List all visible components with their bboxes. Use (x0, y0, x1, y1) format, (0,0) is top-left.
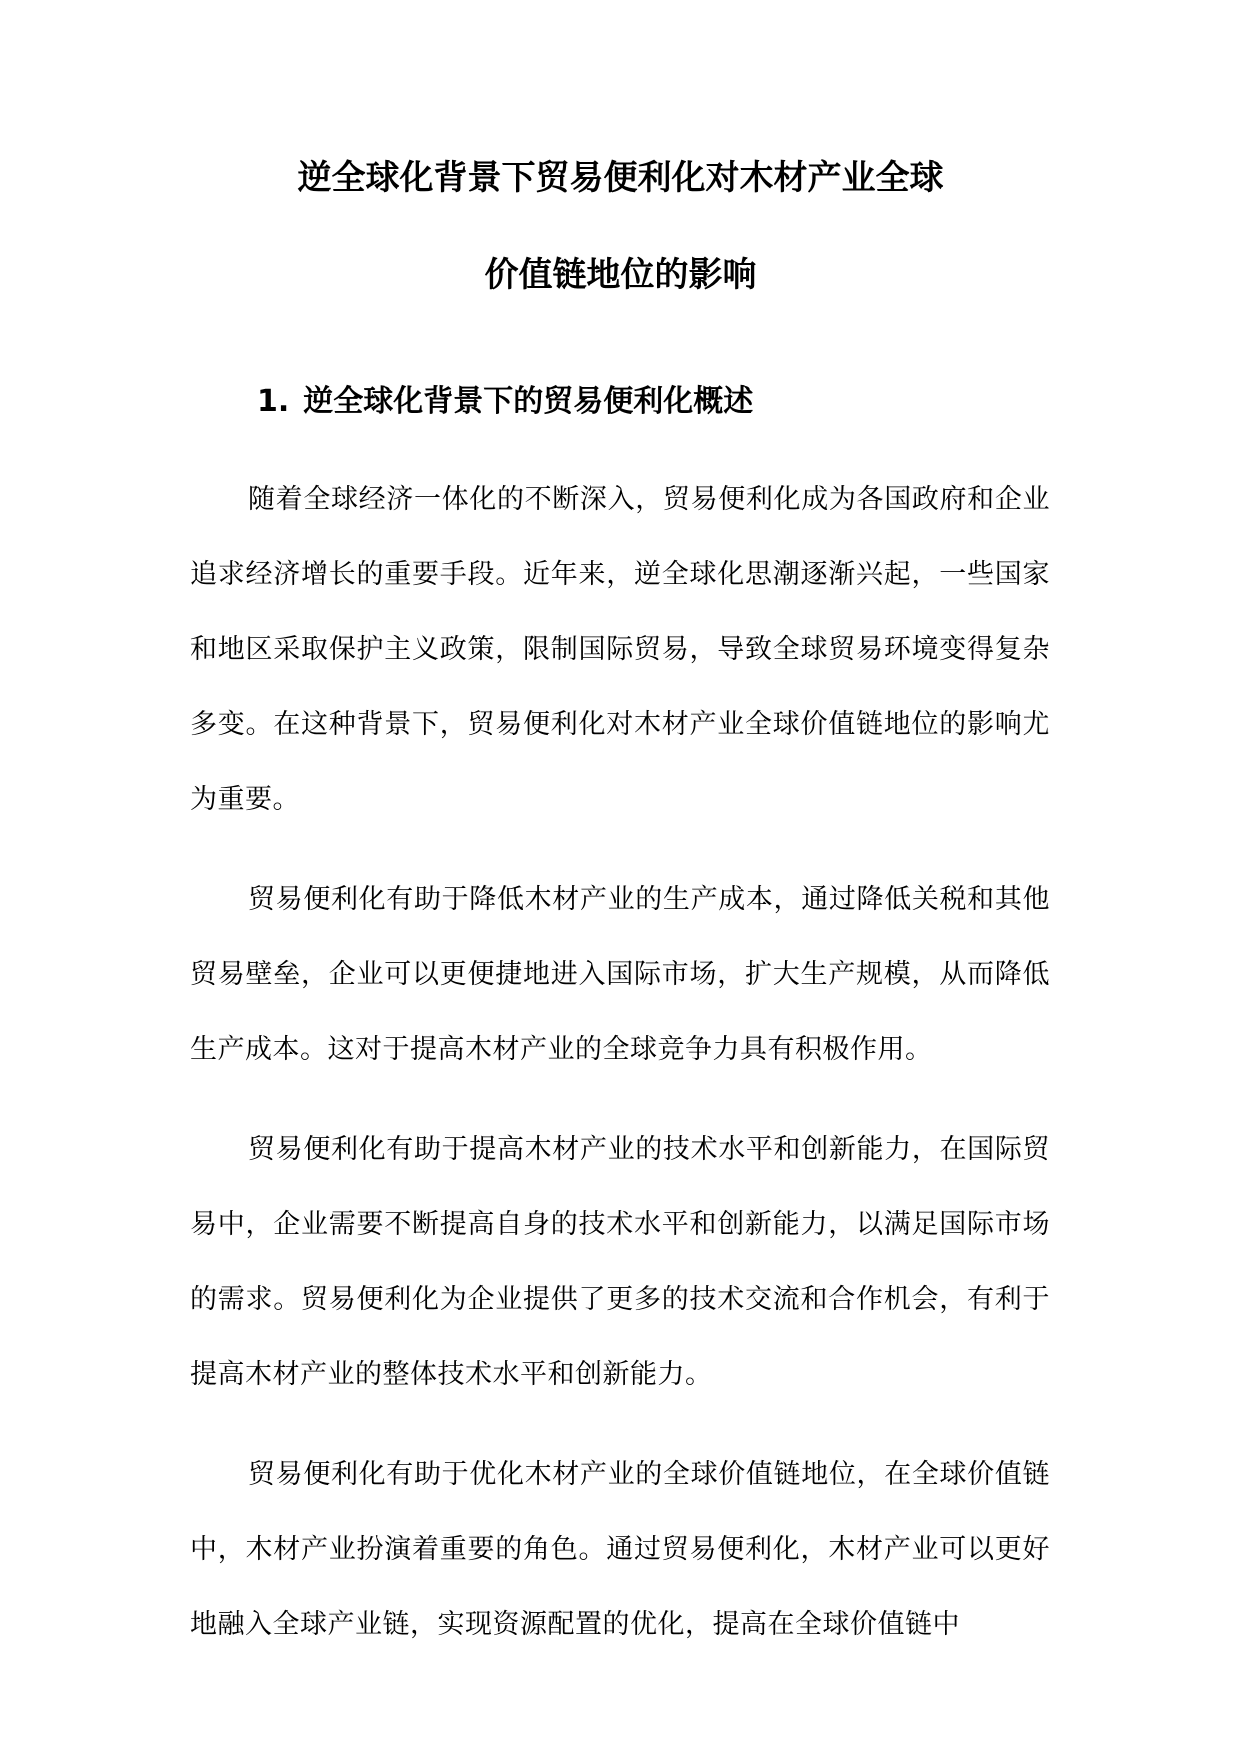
paragraph: 贸易便利化有助于提高木材产业的技术水平和创新能力，在国际贸易中，企业需要不断提高自身的技术水平和创新能力，以满足国际市场的需求。贸易便利化为企业提供了更多的技术交流和合作机会，有利于提高木材产业的整体技术水平和创新能力。 (190, 1134, 1050, 1390)
paragraph: 随着全球经济一体化的不断深入，贸易便利化成为各国政府和企业追求经济增长的重要手段。近年来，逆全球化思潮逐渐兴起，一些国家和地区采取保护主义政策，限制国际贸易，导致全球贸易环境变得复杂多变。在这种背景下，贸易便利化对木材产业全球价值链地位的影响尤为重要。 (190, 484, 1050, 815)
document-body (190, 462, 1050, 1687)
section-heading-text: 逆全球化背景下的贸易便利化概述 (303, 384, 754, 419)
section-heading (257, 384, 753, 420)
document-title-line-1: 逆全球化背景下贸易便利化对木材产业全球 (297, 158, 944, 198)
document-title-line-2: 价值链地位的影响 (484, 255, 757, 295)
paragraph: 贸易便利化有助于优化木材产业的全球价值链地位，在全球价值链中，木材产业扮演着重要的角色。通过贸易便利化，木材产业可以更好地融入全球产业链，实现资源配置的优化，提高在全球价值链中 (190, 1459, 1050, 1640)
paragraph: 贸易便利化有助于降低木材产业的生产成本，通过降低关税和其他贸易壁垒，企业可以更便捷地进入国际市场，扩大生产规模，从而降低生产成本。这对于提高木材产业的全球竞争力具有积极作用。 (190, 884, 1050, 1065)
section-number: 1. (257, 384, 290, 419)
